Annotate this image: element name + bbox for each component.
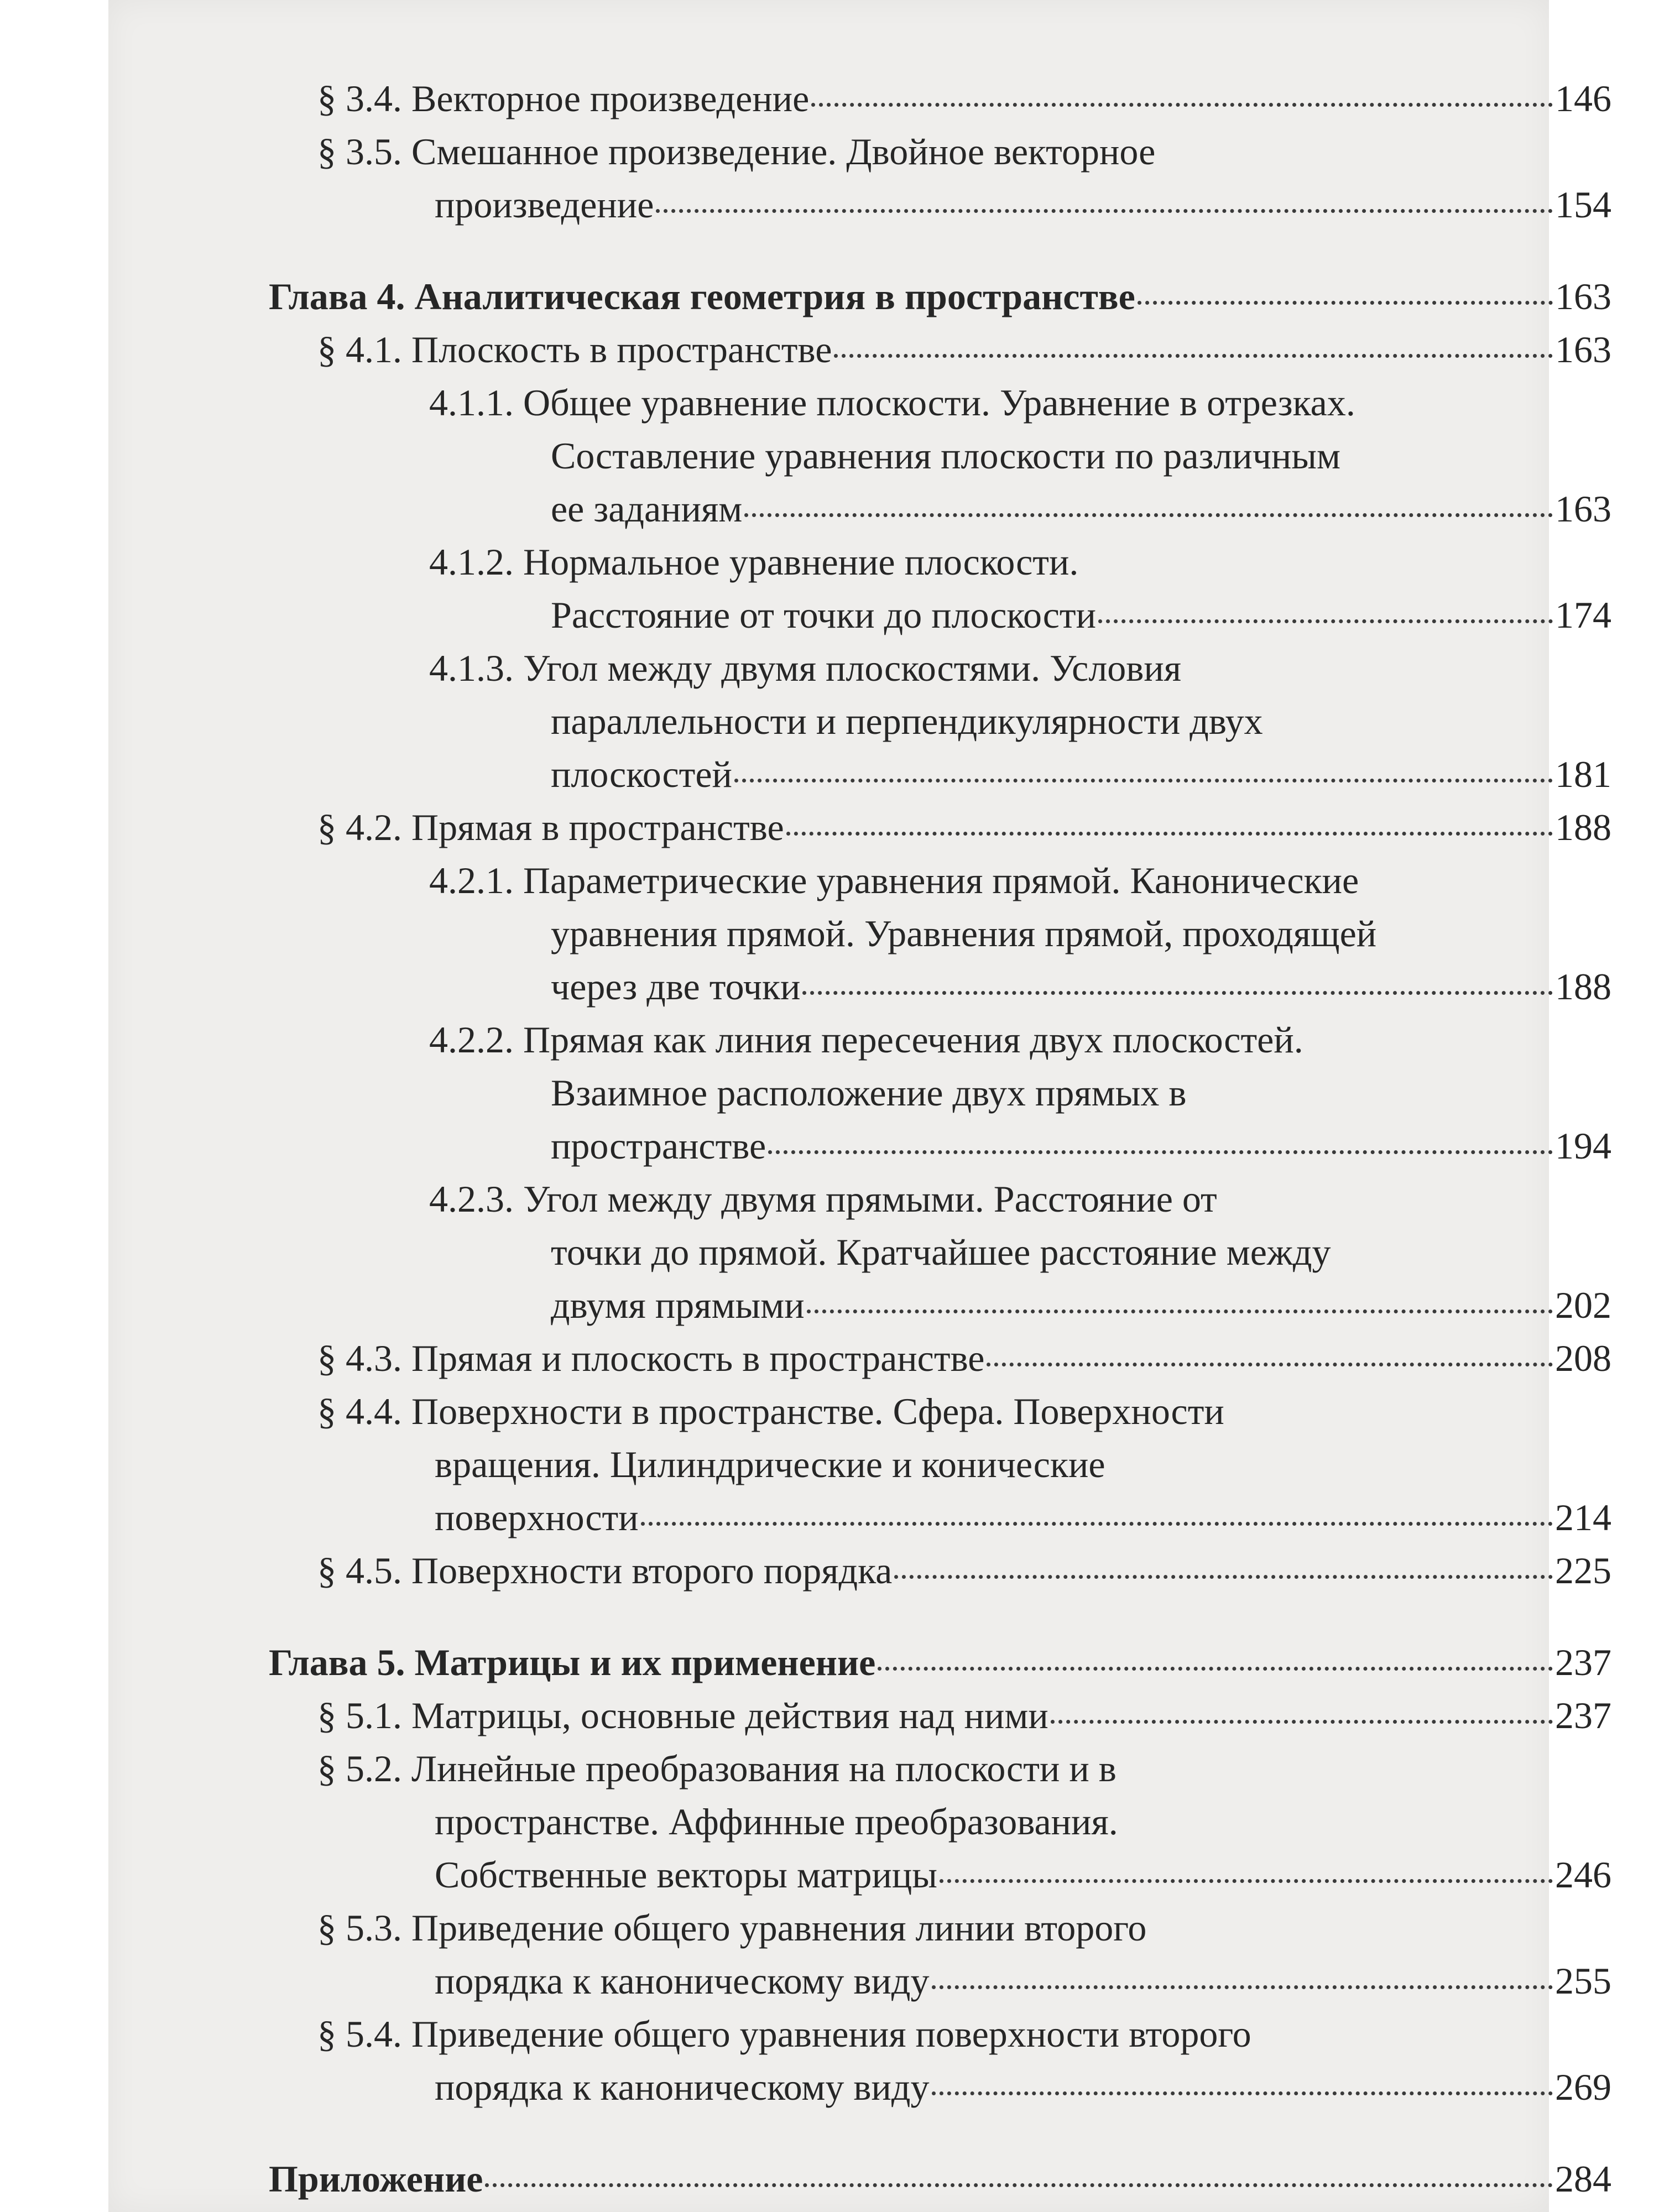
toc-page-number: 269 <box>1555 2066 1611 2108</box>
toc-entry-title: точки до прямой. Кратчайшее расстояние между <box>551 1231 1331 1273</box>
toc-page-number: 237 <box>1555 1694 1611 1736</box>
toc-entry-title: § 4.4. Поверхности в пространстве. Сфера. Поверхности <box>317 1390 1224 1432</box>
dot-leader <box>485 2183 1553 2187</box>
dot-leader <box>811 103 1553 107</box>
toc-page-number: 163 <box>1555 328 1611 371</box>
toc-entry-title: 4.1.3. Угол между двумя плоскостями. Условия <box>429 647 1182 689</box>
toc-entry-s4-2-3-cont-1 <box>269 1225 1611 1279</box>
toc-entry-s5-2-cont-2 <box>269 1848 1611 1901</box>
toc-entry-title: порядка к каноническому виду <box>435 2066 930 2108</box>
toc-entry-title: двумя прямыми <box>551 1284 805 1326</box>
toc-entry-s5-4-cont-1 <box>269 2060 1611 2114</box>
toc-page-number: 194 <box>1555 1125 1611 1167</box>
toc-entry-title: пространстве <box>551 1125 766 1167</box>
toc-entry-title: Собственные векторы матрицы <box>435 1854 937 1896</box>
toc-entry-title: порядка к каноническому виду <box>435 1960 930 2002</box>
toc-entry-ch5 <box>269 1636 1611 1689</box>
toc-entry-title: Взаимное расположение двух прямых в <box>551 1072 1187 1114</box>
toc-entry-title: параллельности и перпендикулярности двух <box>551 700 1263 742</box>
toc-entry-s4-2-2-cont-1 <box>269 1066 1611 1119</box>
toc-entry-s4-1-1-cont-2 <box>269 482 1611 535</box>
toc-page-number: 146 <box>1555 77 1611 119</box>
toc-page-number: 284 <box>1555 2158 1611 2200</box>
toc-entry-s4-5 <box>269 1544 1611 1597</box>
toc-entry-title: § 3.4. Векторное произведение <box>317 77 810 119</box>
toc-entry-s4-4-cont-2 <box>269 1491 1611 1544</box>
toc-entry-s4-1-3-cont-1 <box>269 695 1611 748</box>
toc-page-number: 181 <box>1555 753 1611 795</box>
toc-page-number: 202 <box>1555 1284 1611 1326</box>
toc-page-number: 163 <box>1555 275 1611 317</box>
toc-page-number: 255 <box>1555 1960 1611 2002</box>
dot-leader <box>932 2091 1553 2095</box>
toc-entry-title: § 5.4. Приведение общего уравнения поверхности второго <box>317 2013 1251 2055</box>
dot-leader <box>1138 301 1553 305</box>
dot-leader <box>768 1150 1553 1154</box>
toc-entry-ch4 <box>269 270 1611 323</box>
dot-leader <box>744 513 1553 517</box>
toc-entry-title: произведение <box>435 184 654 226</box>
toc-entry-s5-2 <box>269 1742 1611 1795</box>
toc-page-number: 214 <box>1555 1496 1611 1538</box>
toc-entry-s4-1-3 <box>269 641 1611 695</box>
toc-entry-title: § 4.3. Прямая и плоскость в пространстве <box>317 1337 985 1379</box>
toc-entry-title: § 4.2. Прямая в пространстве <box>317 806 784 848</box>
table-of-contents <box>269 72 1611 2205</box>
toc-entry-s4-2-3 <box>269 1172 1611 1225</box>
toc-entry-s4-1-1 <box>269 376 1611 429</box>
toc-entry-s5-3 <box>269 1901 1611 1954</box>
toc-entry-s5-2-cont-1 <box>269 1795 1611 1848</box>
toc-entry-s4-4 <box>269 1385 1611 1438</box>
dot-leader <box>987 1363 1553 1366</box>
toc-entry-title: Глава 5. Матрицы и их применение <box>269 1641 876 1683</box>
section-gap <box>269 2114 1611 2152</box>
toc-entry-s4-2-3-cont-2 <box>269 1279 1611 1332</box>
dot-leader <box>641 1522 1553 1526</box>
toc-entry-title: 4.2.3. Угол между двумя прямыми. Расстояние от <box>429 1178 1217 1220</box>
dot-leader <box>807 1310 1553 1313</box>
toc-entry-title: 4.2.2. Прямая как линия пересечения двух плоскостей. <box>429 1019 1303 1061</box>
toc-page-number: 246 <box>1555 1854 1611 1896</box>
toc-page-number: 188 <box>1555 806 1611 848</box>
dot-leader <box>894 1575 1553 1579</box>
toc-entry-title: Приложение <box>269 2158 483 2200</box>
toc-entry-title: вращения. Цилиндрические и конические <box>435 1443 1105 1485</box>
toc-entry-title: поверхности <box>435 1496 639 1538</box>
dot-leader <box>734 779 1553 782</box>
toc-page-number: 188 <box>1555 966 1611 1008</box>
toc-entry-title: § 4.1. Плоскость в пространстве <box>317 328 832 371</box>
toc-entry-s4-2-2-cont-2 <box>269 1119 1611 1172</box>
toc-entry-s4-4-cont-1 <box>269 1438 1611 1491</box>
toc-entry-title: § 5.1. Матрицы, основные действия над ними <box>317 1694 1048 1736</box>
toc-entry-s3-5-cont-1 <box>269 178 1611 231</box>
toc-entry-s4-2-1 <box>269 854 1611 907</box>
toc-page-number: 163 <box>1555 488 1611 530</box>
section-gap <box>269 1597 1611 1636</box>
dot-leader <box>1051 1720 1553 1724</box>
toc-entry-s4-1-1-cont-1 <box>269 429 1611 482</box>
toc-entry-title: Составление уравнения плоскости по различным <box>551 435 1340 477</box>
dot-leader <box>786 832 1553 836</box>
toc-entry-title: § 4.5. Поверхности второго порядка <box>317 1550 893 1592</box>
toc-entry-title: пространстве. Аффинные преобразования. <box>435 1801 1118 1843</box>
toc-entry-title: ее заданиям <box>551 488 743 530</box>
toc-entry-title: 4.1.2. Нормальное уравнение плоскости. <box>429 541 1079 583</box>
toc-entry-s4-1-2 <box>269 535 1611 588</box>
toc-entry-s4-2-1-cont-1 <box>269 907 1611 960</box>
toc-entry-s3-4 <box>269 72 1611 125</box>
toc-entry-s4-3 <box>269 1332 1611 1385</box>
toc-entry-s3-5 <box>269 125 1611 178</box>
toc-entry-title: Расстояние от точки до плоскости <box>551 594 1096 636</box>
toc-entry-appendix <box>269 2152 1611 2205</box>
toc-entry-s5-4 <box>269 2007 1611 2060</box>
toc-entry-title: уравнения прямой. Уравнения прямой, проходящей <box>551 912 1377 954</box>
toc-entry-title: § 5.2. Линейные преобразования на плоскости и в <box>317 1747 1117 1790</box>
dot-leader <box>932 1985 1553 1989</box>
dot-leader <box>1098 619 1553 623</box>
toc-entry-s4-1 <box>269 323 1611 376</box>
toc-page-number: 174 <box>1555 594 1611 636</box>
toc-entry-title: 4.2.1. Параметрические уравнения прямой. Канонические <box>429 859 1359 901</box>
toc-entry-s4-2-1-cont-2 <box>269 960 1611 1013</box>
toc-page-number: 225 <box>1555 1550 1611 1592</box>
dot-leader <box>940 1879 1553 1883</box>
toc-entry-title: 4.1.1. Общее уравнение плоскости. Уравнение в отрезках. <box>429 382 1355 424</box>
toc-entry-s4-2-2 <box>269 1013 1611 1066</box>
toc-page-number: 208 <box>1555 1337 1611 1379</box>
toc-page-number: 237 <box>1555 1641 1611 1683</box>
toc-entry-title: § 5.3. Приведение общего уравнения линии второго <box>317 1907 1147 1949</box>
toc-entry-title: плоскостей <box>551 753 732 795</box>
section-gap <box>269 231 1611 270</box>
toc-entry-s5-1 <box>269 1689 1611 1742</box>
dot-leader <box>656 209 1553 213</box>
toc-page-number: 154 <box>1555 184 1611 226</box>
toc-entry-s4-1-2-cont-1 <box>269 588 1611 641</box>
dot-leader <box>802 991 1553 995</box>
toc-entry-s4-2 <box>269 801 1611 854</box>
toc-entry-s4-1-3-cont-2 <box>269 748 1611 801</box>
book-page <box>108 0 1611 2212</box>
dot-leader <box>878 1667 1553 1671</box>
toc-entry-title: § 3.5. Смешанное произведение. Двойное векторное <box>317 131 1156 173</box>
toc-entry-s5-3-cont-1 <box>269 1954 1611 2007</box>
toc-entry-title: через две точки <box>551 966 801 1008</box>
toc-entry-title: Глава 4. Аналитическая геометрия в пространстве <box>269 275 1135 317</box>
dot-leader <box>834 354 1553 358</box>
